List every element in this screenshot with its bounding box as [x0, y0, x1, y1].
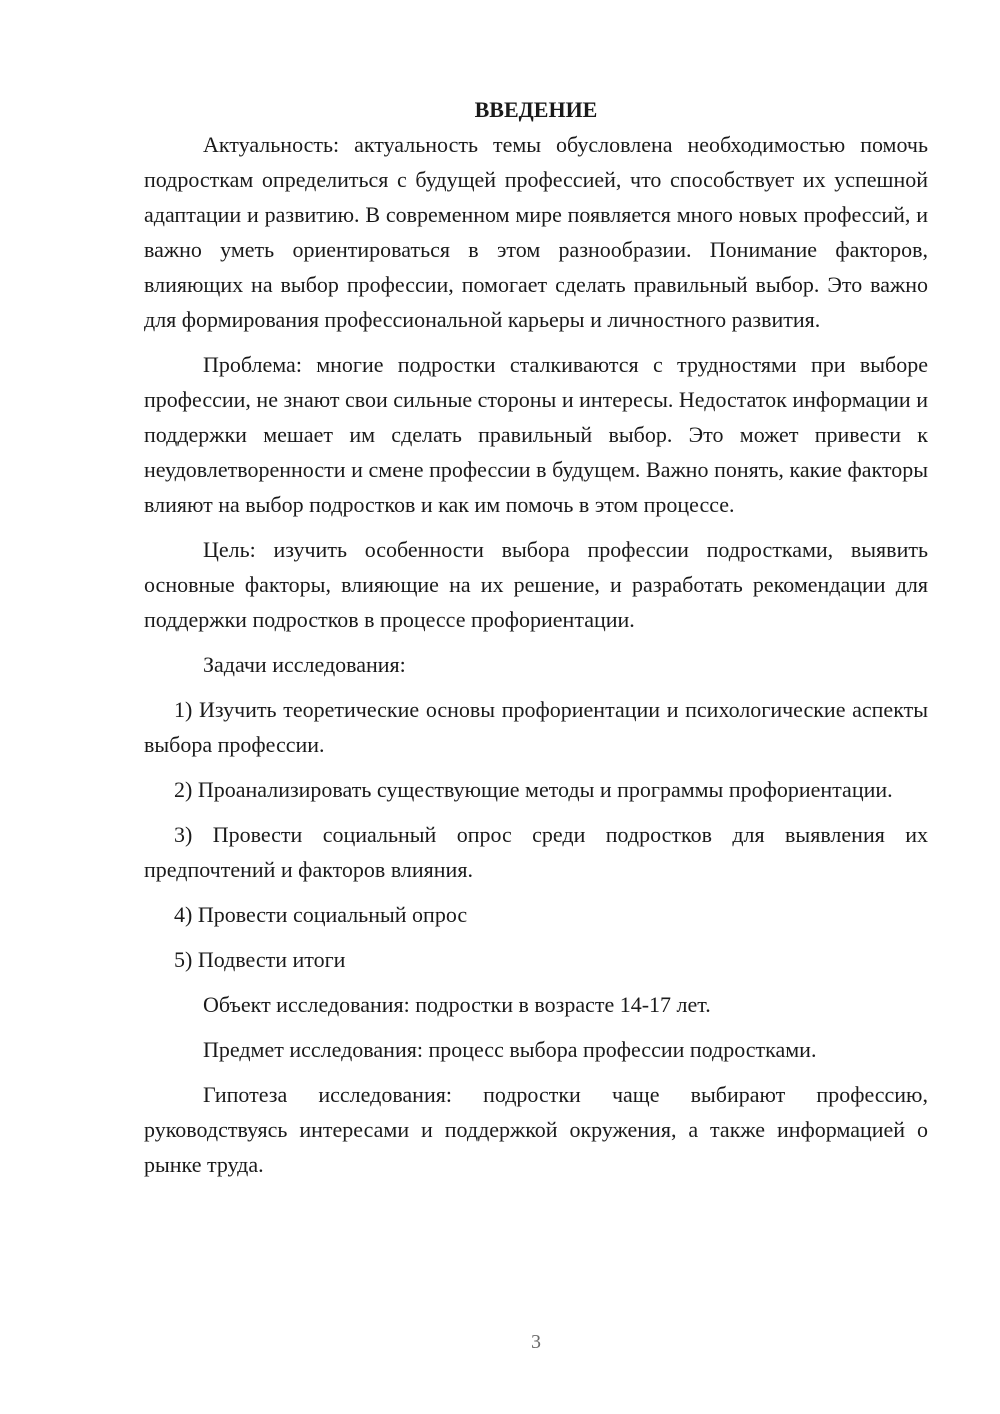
page-title: ВВЕДЕНИЕ — [474, 97, 598, 122]
hypothesis-paragraph: Гипотеза исследования: подростки чаще выбирают профессию, руководствуясь интересами и поддержкой окружения, а также информацией о рынке труда. — [144, 1082, 928, 1177]
task-item-1: 1) Изучить теоретические основы профориентации и психологические аспекты выбора профессии. — [144, 697, 928, 757]
goal-paragraph: Цель: изучить особенности выбора профессии подростками, выявить основные факторы, влияющие на их решение, и разработать рекомендации для поддержки подростков в процессе профориентации. — [144, 537, 928, 632]
problem-paragraph: Проблема: многие подростки сталкиваются с трудностями при выборе профессии, не знают свои сильные стороны и интересы. Недостаток информации и поддержки мешает им сделать правильный выбор. Это может привести к неудовлетворенности и смене профессии в будущем. Важно понять, какие факторы влияют на выбор подростков и как им помочь в этом процессе. — [144, 352, 928, 517]
page-number: 3 — [531, 1331, 541, 1353]
subject-paragraph: Предмет исследования: процесс выбора профессии подростками. — [203, 1037, 817, 1062]
task-item-4: 4) Провести социальный опрос — [174, 902, 468, 927]
tasks-heading: Задачи исследования: — [203, 652, 406, 677]
task-item-3: 3) Провести социальный опрос среди подростков для выявления их предпочтений и факторов влияния. — [144, 822, 928, 882]
relevance-paragraph: Актуальность: актуальность темы обусловлена необходимостью помочь подросткам определиться с будущей профессией, что способствует их успешной адаптации и развитию. В современном мире появляется много новых профессий, и важно уметь ориентироваться в этом разнообразии. Понимание факторов, влияющих на выбор профессии, помогает сделать правильный выбор. Это важно для формирования профессиональной карьеры и личностного развития. — [144, 132, 928, 332]
document-page — [144, 92, 928, 1192]
task-item-5: 5) Подвести итоги — [174, 947, 346, 972]
task-item-2: 2) Проанализировать существующие методы и программы профориентации. — [174, 777, 893, 802]
object-paragraph: Объект исследования: подростки в возрасте 14-17 лет. — [203, 992, 711, 1017]
